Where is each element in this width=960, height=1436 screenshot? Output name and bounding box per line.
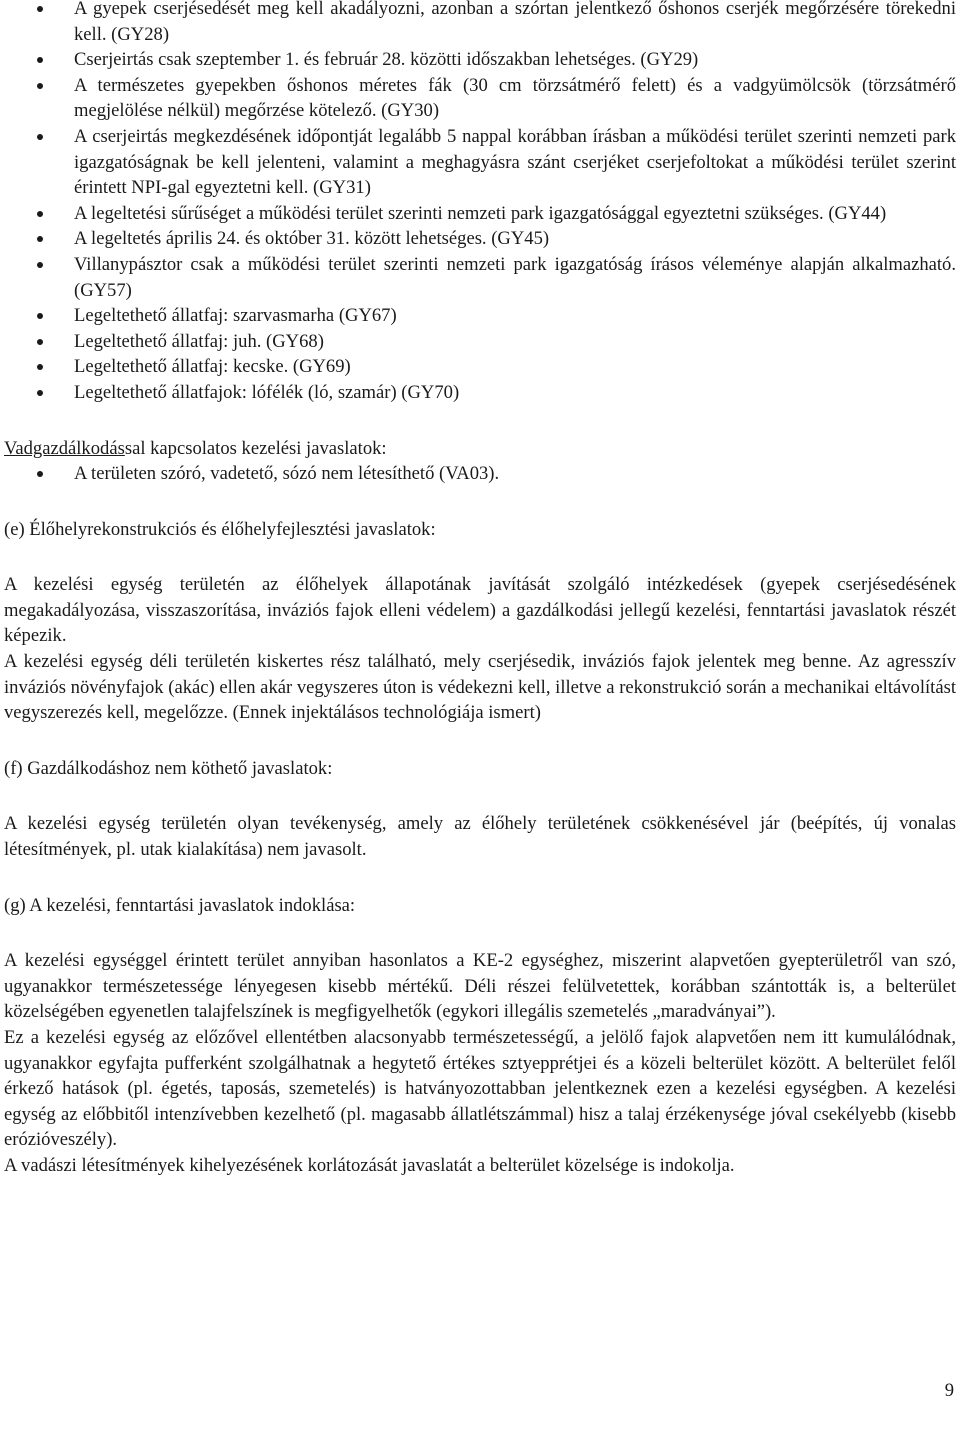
list-item-text: Villanypásztor csak a működési terület szerinti nemzeti park igazgatóság írásos véleménye alapján alkalmazható. (GY57) [74,253,956,301]
page-number: 9 [944,1380,954,1401]
section-e-heading: (e) Élőhelyrekonstrukciós és élőhelyfejlesztési javaslatok: [4,518,436,540]
list-item-text: Legeltethető állatfajok: lófélék (ló, szamár) (GY70) [74,381,460,403]
bullet-icon [37,262,43,268]
bullet-icon [37,471,43,477]
list-item-text: Legeltethető állatfaj: kecske. (GY69) [74,356,351,378]
list-item-text: Legeltethető állatfaj: juh. (GY68) [74,330,324,352]
list-item-text: Legeltethető állatfaj: szarvasmarha (GY67) [74,305,397,327]
bullet-icon [37,57,43,63]
list-item [4,380,956,406]
bullet-icon [37,6,43,12]
list-item-text: A legeltetési sűrűséget a működési terület szerinti nemzeti park igazgatósággal egyeztetni szükséges. (GY44) [74,202,887,224]
list-item [4,226,956,252]
bullet-icon [37,211,43,217]
list-item [4,201,956,227]
section-f-paragraph: A kezelési egység területén olyan tevékenység, amely az élőhely területének csökkenésével jár (beépítés, új vonalas létesítmények, pl. utak kialakítása) nem javasolt. [4,813,956,861]
list-item [4,461,956,487]
list-item [4,0,956,47]
list-item-text: A legeltetés április 24. és október 31. között lehetséges. (GY45) [74,228,550,250]
section-g-paragraph: Ez a kezelési egység az előzővel ellentétben alacsonyabb természetességű, a jelölő fajok alapvetően nem itt kumulálódnak, ugyanakkor egyfajta pufferként szolgálhatnak a hegytető értékes sztyepprétjei és a közeli belterület között. A belterület felől érkező hatások (pl. égetés, taposás, szemetelés) is hatványozottabban jelentkeznek ezen a kezelési egységben. A kezelési egység az előbbitől intenzívebben kezelhető (pl. magasabb állatlétszámmal) hisz a talaj érzékenysége jóval csekélyebb (kisebb erózióveszély). [4,1027,956,1151]
list-item-text: A gyepek cserjésedését meg kell akadályozni, azonban a szórtan jelentkező őshonos cserjék megőrzésére törekedni kell. (GY28) [74,0,956,45]
bullet-icon [37,339,43,345]
wildlife-management-heading [4,436,956,462]
list-item-text: A területen szóró, vadetető, sózó nem létesíthető (VA03). [74,463,500,485]
list-item [4,47,956,73]
bullet-icon [37,134,43,140]
section-e-paragraph: A kezelési egység déli területén kiskertes rész található, mely cserjésedik, inváziós fajok jelentek meg benne. Az agresszív inváziós növényfajok (akác) ellen akár vegyszeres úton is védekezni kell, illetve a rekonstrukció során a mechanikai eltávolítást vegyszerezés kell, megelőzze. (Ennek injektálásos technológiája ismert) [4,651,956,724]
bullet-icon [37,236,43,242]
bullet-icon [37,313,43,319]
section-g-heading: (g) A kezelési, fenntartási javaslatok indoklása: [4,894,356,916]
list-item [4,354,956,380]
list-item [4,329,956,355]
list-item-text: A természetes gyepekben őshonos méretes fák (30 cm törzsátmérő felett) és a vadgyümölcsök (törzsátmérő megjelölése nélkül) megőrzése kötelező. (GY30) [74,74,956,122]
section-f-heading: (f) Gazdálkodáshoz nem köthető javaslatok: [4,757,333,779]
bullet-icon [37,364,43,370]
wildlife-recommendations-list [4,461,956,487]
section-e-paragraph: A kezelési egység területén az élőhelyek állapotának javítását szolgáló intézkedések (gyepek cserjésedésének megakadályozása, visszaszorítása, inváziós fajok elleni védelem) a gazdálkodási jellegű kezelési, fenntartási javaslatok részét képezik. [4,574,956,647]
list-item-text: Cserjeirtás csak szeptember 1. és február 28. közötti időszakban lehetséges. (GY29) [74,49,699,71]
list-item [4,124,956,201]
section-g-paragraph: A vadászi létesítmények kihelyezésének korlátozását javaslatát a belterület közelsége is indokolja. [4,1154,735,1176]
grassland-recommendations-list [4,0,956,406]
heading-underlined-part: Vadgazdálkodás [4,437,125,459]
section-g-paragraph: A kezelési egységgel érintett terület annyiban hasonlatos a KE-2 egységhez, miszerint alapvetően gyepterületről van szó, ugyanakkor természetessége lényegesen kisebb mértékű. Déli részei felülvetettek, korábban szántották is, a belterület közelségében egyenetlen talajfelszínek is megfigyelhetők (egykori illegális szemetelés „maradványai”). [4,950,956,1023]
heading-rest: sal kapcsolatos kezelési javaslatok: [124,437,387,459]
list-item [4,303,956,329]
list-item [4,73,956,124]
list-item [4,252,956,303]
bullet-icon [37,83,43,89]
document-page [4,0,956,1179]
bullet-icon [37,390,43,396]
list-item-text: A cserjeirtás megkezdésének időpontját legalább 5 nappal korábban írásban a működési terület szerinti nemzeti park igazgatóságnak be kell jelenteni, valamint a meghagyásra szánt cserjéket cserjefoltokat a működési terület szerint érintett NPI-gal egyeztetni kell. (GY31) [74,125,956,199]
